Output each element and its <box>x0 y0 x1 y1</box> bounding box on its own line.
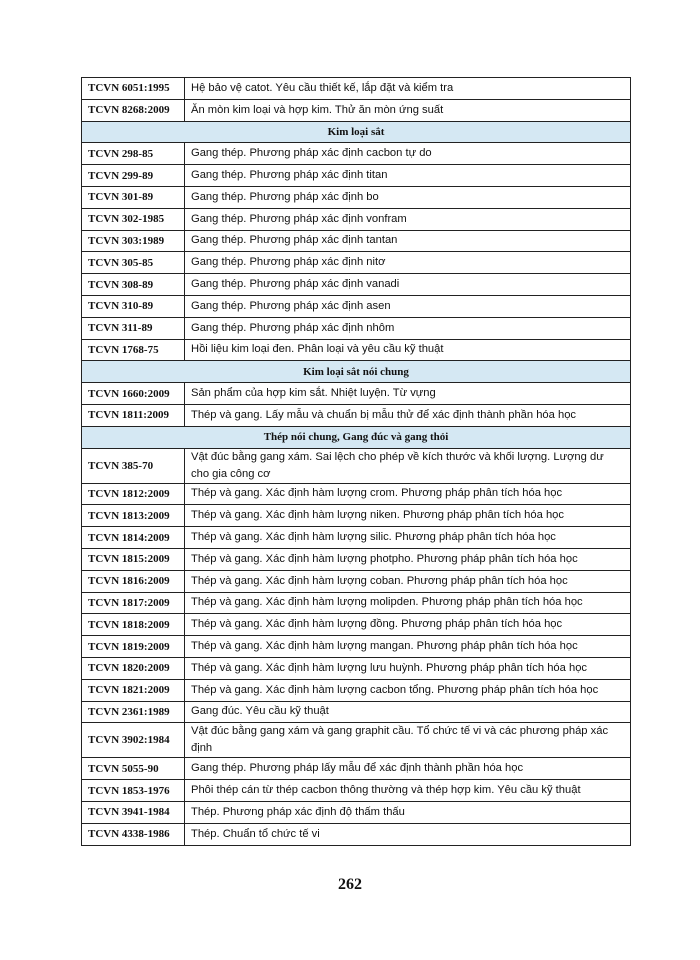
standard-code: TCVN 1820:2009 <box>82 657 185 679</box>
standard-description: Thép. Phương pháp xác định độ thấm thấu <box>185 801 631 823</box>
table-row <box>82 483 631 505</box>
standard-description: Gang thép. Phương pháp xác định tantan <box>185 230 631 252</box>
standard-code: TCVN 5055-90 <box>82 758 185 780</box>
table-row <box>82 165 631 187</box>
table-row <box>82 317 631 339</box>
table-row <box>82 230 631 252</box>
standard-description: Thép và gang. Xác định hàm lượng molipden. Phương pháp phân tích hóa học <box>185 592 631 614</box>
table-row <box>82 679 631 701</box>
standards-table <box>81 77 631 846</box>
standard-description: Vật đúc bằng gang xám và gang graphit cầu. Tổ chức tế vi và các phương pháp xác định <box>185 723 631 758</box>
table-row <box>82 274 631 296</box>
section-header-row <box>82 361 631 383</box>
table-row <box>82 295 631 317</box>
standard-code: TCVN 2361:1989 <box>82 701 185 723</box>
standard-code: TCVN 1811:2009 <box>82 404 185 426</box>
standard-description: Gang thép. Phương pháp xác định vonfram <box>185 208 631 230</box>
standard-code: TCVN 4338-1986 <box>82 823 185 845</box>
standard-code: TCVN 1853-1976 <box>82 780 185 802</box>
table-row <box>82 592 631 614</box>
table-row <box>82 78 631 100</box>
table-row <box>82 383 631 405</box>
table-row <box>82 505 631 527</box>
page-number: 262 <box>338 876 362 893</box>
standard-description: Gang thép. Phương pháp xác định vanadi <box>185 274 631 296</box>
section-header-row <box>82 121 631 143</box>
standard-code: TCVN 1813:2009 <box>82 505 185 527</box>
table-row <box>82 657 631 679</box>
table-row <box>82 723 631 758</box>
table-row <box>82 614 631 636</box>
standard-description: Thép và gang. Xác định hàm lượng crom. Phương pháp phân tích hóa học <box>185 483 631 505</box>
table-row <box>82 548 631 570</box>
standard-description: Gang thép. Phương pháp xác định nhôm <box>185 317 631 339</box>
standard-description: Gang đúc. Yêu cầu kỹ thuật <box>185 701 631 723</box>
table-row <box>82 527 631 549</box>
standard-code: TCVN 308-89 <box>82 274 185 296</box>
standard-code: TCVN 1814:2009 <box>82 527 185 549</box>
standard-description: Thép. Chuẩn tổ chức tế vi <box>185 823 631 845</box>
standard-code: TCVN 298-85 <box>82 143 185 165</box>
standard-description: Thép và gang. Xác định hàm lượng photpho. Phương pháp phân tích hóa học <box>185 548 631 570</box>
standard-description: Gang thép. Phương pháp xác định nitơ <box>185 252 631 274</box>
standard-code: TCVN 1817:2009 <box>82 592 185 614</box>
standard-code: TCVN 3902:1984 <box>82 723 185 758</box>
standard-description: Thép và gang. Xác định hàm lượng niken. Phương pháp phân tích hóa học <box>185 505 631 527</box>
standard-code: TCVN 302-1985 <box>82 208 185 230</box>
section-header-row <box>82 426 631 448</box>
table-row <box>82 143 631 165</box>
table-row <box>82 404 631 426</box>
table-row <box>82 99 631 121</box>
standard-code: TCVN 305-85 <box>82 252 185 274</box>
section-title: Kim loại sắt <box>82 121 631 143</box>
table-row <box>82 448 631 483</box>
standard-code: TCVN 1660:2009 <box>82 383 185 405</box>
table-row <box>82 801 631 823</box>
standard-description: Gang thép. Phương pháp lấy mẫu để xác định thành phần hóa học <box>185 758 631 780</box>
table-row <box>82 208 631 230</box>
standard-code: TCVN 310-89 <box>82 295 185 317</box>
standard-description: Ăn mòn kim loại và hợp kim. Thử ăn mòn ứng suất <box>185 99 631 121</box>
section-title: Thép nói chung, Gang đúc và gang thỏi <box>82 426 631 448</box>
standard-code: TCVN 6051:1995 <box>82 78 185 100</box>
standard-description: Thép và gang. Xác định hàm lượng lưu huỳnh. Phương pháp phân tích hóa học <box>185 657 631 679</box>
standard-description: Phôi thép cán từ thép cacbon thông thường và thép hợp kim. Yêu cầu kỹ thuật <box>185 780 631 802</box>
standard-code: TCVN 1815:2009 <box>82 548 185 570</box>
standard-description: Thép và gang. Lấy mẫu và chuẩn bị mẫu thử để xác định thành phần hóa học <box>185 404 631 426</box>
standard-code: TCVN 1812:2009 <box>82 483 185 505</box>
standard-code: TCVN 385-70 <box>82 448 185 483</box>
table-row <box>82 701 631 723</box>
standard-description: Sản phẩm của hợp kim sắt. Nhiệt luyện. Từ vựng <box>185 383 631 405</box>
standard-code: TCVN 303:1989 <box>82 230 185 252</box>
standard-code: TCVN 1816:2009 <box>82 570 185 592</box>
standard-description: Gang thép. Phương pháp xác định titan <box>185 165 631 187</box>
standard-code: TCVN 301-89 <box>82 186 185 208</box>
table-row <box>82 758 631 780</box>
standard-code: TCVN 3941-1984 <box>82 801 185 823</box>
standard-description: Gang thép. Phương pháp xác định cacbon tự do <box>185 143 631 165</box>
standard-description: Thép và gang. Xác định hàm lượng cacbon tổng. Phương pháp phân tích hóa học <box>185 679 631 701</box>
table-row <box>82 252 631 274</box>
standard-code: TCVN 311-89 <box>82 317 185 339</box>
table-row <box>82 339 631 361</box>
table-row <box>82 636 631 658</box>
standard-code: TCVN 1768-75 <box>82 339 185 361</box>
standard-description: Thép và gang. Xác định hàm lượng mangan. Phương pháp phân tích hóa học <box>185 636 631 658</box>
standard-description: Gang thép. Phương pháp xác định asen <box>185 295 631 317</box>
standard-description: Vật đúc bằng gang xám. Sai lệch cho phép về kích thước và khối lượng. Lượng dư cho gia công cơ <box>185 448 631 483</box>
standard-code: TCVN 299-89 <box>82 165 185 187</box>
standard-code: TCVN 8268:2009 <box>82 99 185 121</box>
standard-description: Thép và gang. Xác định hàm lượng silic. Phương pháp phân tích hóa học <box>185 527 631 549</box>
section-title: Kim loại sắt nói chung <box>82 361 631 383</box>
table-row <box>82 823 631 845</box>
table-row <box>82 570 631 592</box>
standard-code: TCVN 1821:2009 <box>82 679 185 701</box>
table-row <box>82 780 631 802</box>
standard-description: Gang thép. Phương pháp xác định bo <box>185 186 631 208</box>
table-row <box>82 186 631 208</box>
standard-code: TCVN 1818:2009 <box>82 614 185 636</box>
standard-description: Thép và gang. Xác định hàm lượng coban. Phương pháp phân tích hóa học <box>185 570 631 592</box>
standard-description: Hệ bảo vệ catot. Yêu cầu thiết kế, lắp đặt và kiểm tra <box>185 78 631 100</box>
standard-code: TCVN 1819:2009 <box>82 636 185 658</box>
standard-description: Hồi liệu kim loại đen. Phân loại và yêu cầu kỹ thuật <box>185 339 631 361</box>
standard-description: Thép và gang. Xác định hàm lượng đồng. Phương pháp phân tích hóa học <box>185 614 631 636</box>
